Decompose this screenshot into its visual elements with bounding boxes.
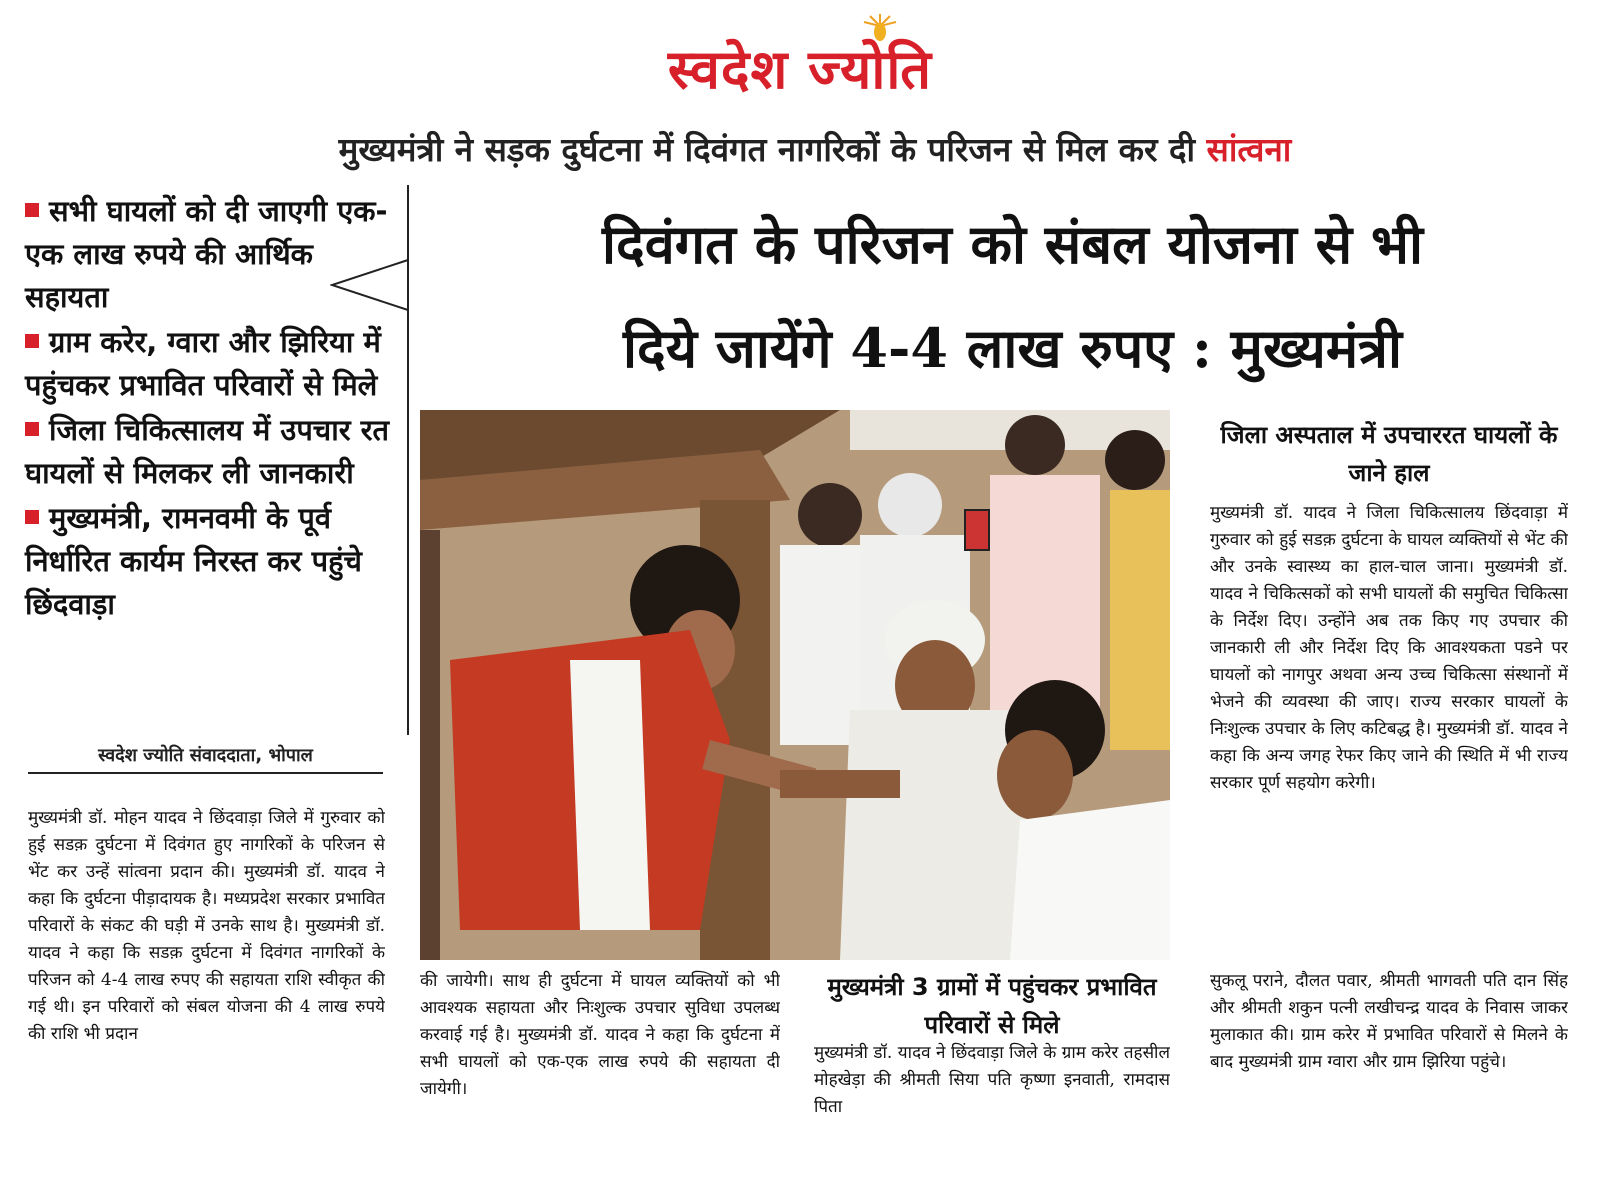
photo-illustration xyxy=(420,410,1170,960)
highlight-item: ग्राम करेर, ग्वारा और झिरिया में पहुंचकर प्रभावित परिवारों से मिले xyxy=(25,325,381,402)
article-column-2: की जायेगी। साथ ही दुर्घटना में घायल व्यक्तियों को भी आवश्यक सहायता और निःशुल्क उपचार सुविधा उपलब्ध करवाई गई है। मुख्यमंत्री डॉ. यादव ने कहा कि दुर्घटना में सभी घायलों को एक-एक लाख रुपये की सहायता दी जायेगी। xyxy=(420,971,780,1099)
highlight-item: जिला चिकित्सालय में उपचार रत घायलों से मिलकर ली जानकारी xyxy=(25,413,390,490)
bullet-icon xyxy=(25,510,39,524)
newspaper-name: स्वदेश ज्योति xyxy=(667,37,933,101)
masthead xyxy=(600,12,1000,102)
highlight-item: सभी घायलों को दी जाएगी एक-एक लाख रुपये की आर्थिक सहायता xyxy=(25,194,388,314)
headline-line-1: दिवंगत के परिजन को संबल योजना से भी xyxy=(602,212,1423,276)
main-headline xyxy=(440,192,1585,402)
bullet-icon xyxy=(25,422,39,436)
headline-line-2: दिये जायेंगे 4-4 लाख रुपए : मुख्यमंत्री xyxy=(623,316,1402,380)
kicker-headline xyxy=(150,120,1480,180)
article-column-1: मुख्यमंत्री डॉ. मोहन यादव ने छिंदवाड़ा जिले में गुरुवार को हुई सडक़ दुर्घटना में दिवंगत हुए नागरिकों के परिजन से भेंट कर उन्हें सांत्वना प्रदान की। मुख्यमंत्री डॉ. यादव ने कहा कि दुर्घटना पीड़ादायक है। मध्यप्रदेश सरकार प्रभावित परिवारों के संकट की घड़ी में उनके साथ है। मुख्यमंत्री डॉ. यादव ने कहा कि सडक़ दुर्घटना में दिवंगत नागरिकों के परिजन को 4-4 लाख रुपए की सहायता राशि स्वीकृत की गई थी। इन परिवारों को संबल योजना की 4 लाख रुपये की राशि भी प्रदान xyxy=(28,808,385,1044)
subhead-villages: मुख्यमंत्री 3 ग्रामों में पहुंचकर प्रभावित परिवारों से मिले xyxy=(827,973,1157,1039)
news-photo xyxy=(420,410,1170,960)
byline: स्वदेश ज्योति संवाददाता, भोपाल xyxy=(28,742,383,774)
kicker-accent: सांत्वना xyxy=(1206,130,1292,169)
callout-pointer-icon xyxy=(330,240,410,340)
highlight-item: मुख्यमंत्री, रामनवमी के पूर्व निर्धारित कार्यम निरस्त कर पहुंचे छिंदवाड़ा xyxy=(25,501,362,621)
bullet-icon xyxy=(25,203,39,217)
kicker-text: मुख्यमंत्री ने सड़क दुर्घटना में दिवंगत नागरिकों के परिजन से मिल कर दी xyxy=(338,130,1196,169)
bullet-icon xyxy=(25,334,39,348)
article-column-3: मुख्यमंत्री डॉ. यादव ने छिंदवाड़ा जिले के ग्राम करेर तहसील मोहखेड़ा की श्रीमती सिया पति कृष्णा इनवाती, रामदास पिता xyxy=(814,1043,1170,1117)
article-column-4-bottom: सुकलू पराने, दौलत पवार, श्रीमती भागवती पति दान सिंह और श्रीमती शकुन पत्नी लखीचन्द्र यादव के निवास जाकर मुलाकात की। ग्राम करेर में प्रभावित परिवारों से मिलने के बाद मुख्यमंत्री ग्राम ग्वारा और ग्राम झिरिया पहुंचे। xyxy=(1210,971,1568,1072)
subhead-hospital: जिला अस्पताल में उपचाररत घायलों के जाने हाल xyxy=(1220,421,1558,487)
article-column-4-top: मुख्यमंत्री डॉ. यादव ने जिला चिकित्सालय छिंदवाड़ा में गुरुवार को हुई सडक़ दुर्घटना के घायल व्यक्तियों से भेंट की और उनके स्वास्थ्य का हाल-चाल जाना। मुख्यमंत्री डॉ. यादव ने चिकित्सकों को सभी घायलों की समुचित चिकित्सा के निर्देश दिए। उन्होंने अब तक किए गए उपचार की जानकारी ली और निर्देश दिए कि आवश्यकता पडने पर घायलों को नागपुर अथवा अन्य उच्च चिकित्सा संस्थानों में भेजने की व्यवस्था की जाए। राज्य सरकार घायलों के निःशुल्क उपचार के लिए कटिबद्ध है। मुख्यमंत्री डॉ. यादव ने कहा कि अन्य जगह रेफर किए जाने की स्थिति में भी राज्य सरकार पूर्ण सहयोग करेगी। xyxy=(1210,503,1568,793)
